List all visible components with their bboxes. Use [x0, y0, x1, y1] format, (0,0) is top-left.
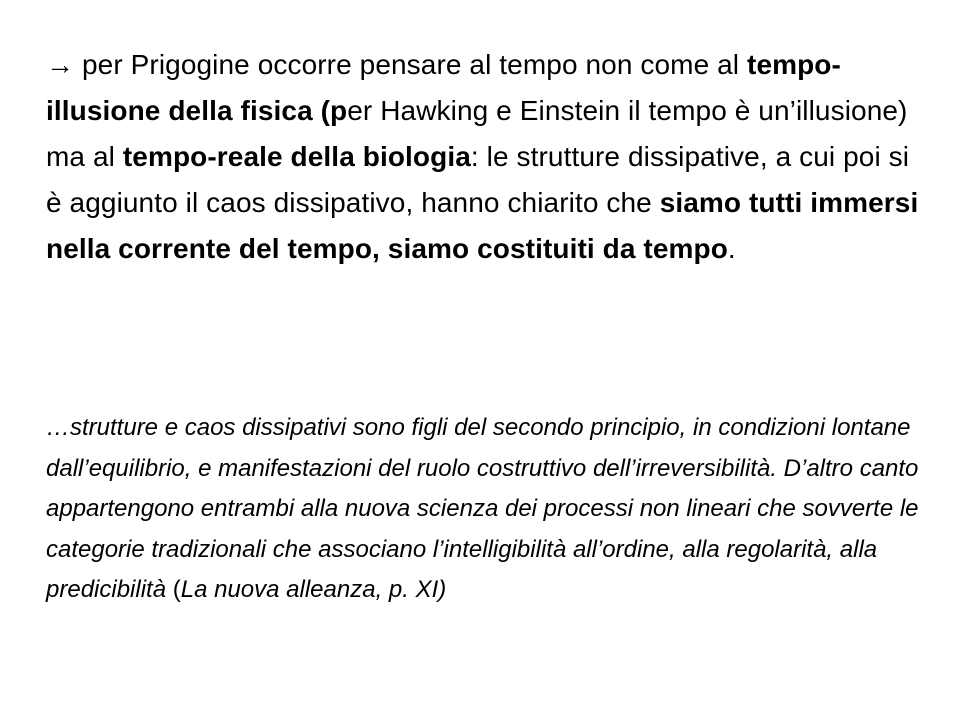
quote-source-title: La nuova alleanza — [180, 576, 376, 603]
main-text-conclusion: siamo tutti immersi nella corrente del tempo, siamo costituiti da tempo — [46, 187, 919, 264]
main-text-period: . — [727, 233, 736, 264]
quote-text: …strutture e caos dissipativi sono figli del secondo principio, in condizioni lontane dall’equilibrio, e manifestazioni del ruolo costruttivo dell’irreversibilità. D’altro canto appartengono entrambi alla nuova scienza dei processi non lineari che sovverte le categorie tradizionali che associano l’intelligibilità all’ordine, alla regolarità, alla predicibilità — [46, 414, 919, 603]
main-text-strutture: : le strutture dissipative, a cui poi si è aggiunto il caos dissipativo, hanno chiarito che — [46, 141, 910, 218]
quote-open-paren: ( — [172, 576, 181, 603]
quote-paragraph — [46, 408, 926, 611]
main-text-tempo-illusione: tempo-illusione della fisica (p — [46, 49, 841, 126]
main-paragraph — [46, 42, 926, 272]
main-text-tempo-reale: tempo-reale della biologia — [122, 141, 471, 172]
main-text-intro: → per Prigogine occorre pensare al tempo non come al — [46, 49, 748, 80]
quote-page-ref: , p. XI) — [375, 576, 447, 603]
main-text-hawking-einstein: er Hawking e Einstein il tempo è un’illusione) ma al — [46, 95, 908, 172]
